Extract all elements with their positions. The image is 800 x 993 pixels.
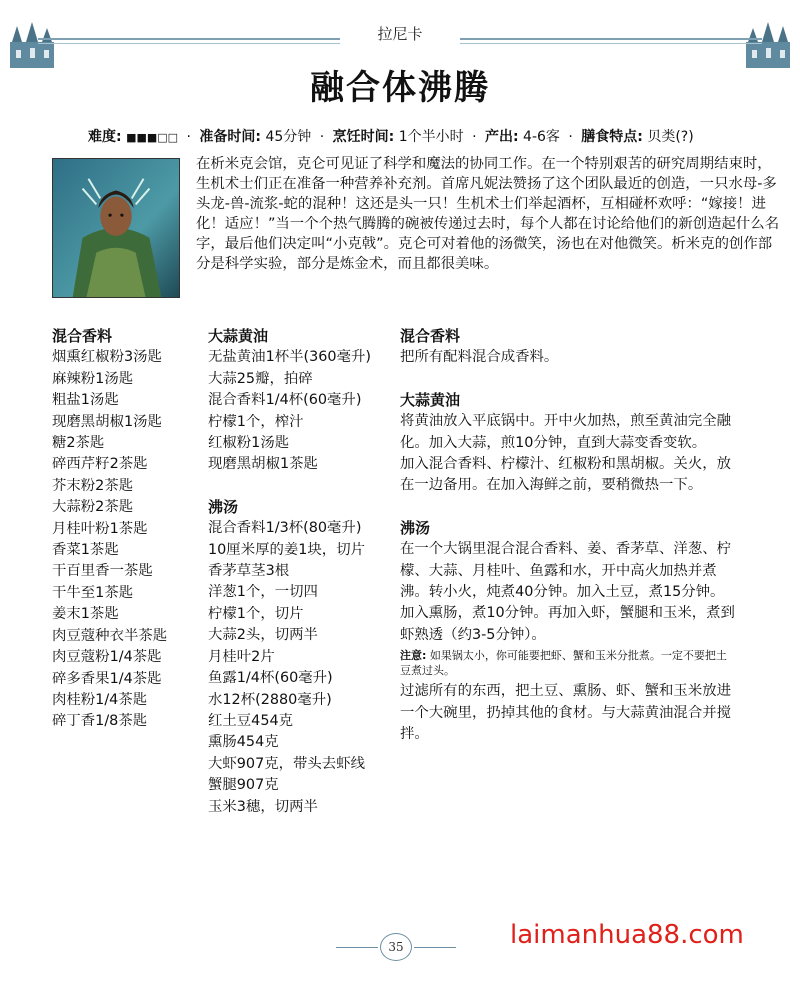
list-item: 柠檬1个，榨汁 (208, 413, 304, 430)
difficulty-label: 难度: (88, 129, 122, 145)
list-item: 水12杯(2880毫升) (208, 691, 332, 708)
list-item: 糖2茶匙 (52, 435, 105, 452)
prep-label: 准备时间: (199, 129, 261, 145)
section-title: 沸汤 (400, 518, 431, 537)
note-label: 注意: (400, 649, 427, 663)
list-item: 柠檬1个，切片 (208, 605, 304, 622)
list-item: 熏肠454克 (208, 734, 279, 751)
list-item: 大蒜2头，切两半 (208, 627, 318, 644)
list-item: 干百里香一茶匙 (52, 563, 153, 580)
diet-label: 膳食特点: (581, 129, 643, 145)
cook-value: 1个半小时 (398, 129, 464, 145)
list-item: 大蒜25瓣，拍碎 (208, 370, 313, 387)
list-item: 混合香料1/4杯(60毫升) (208, 392, 362, 409)
character-portrait (52, 158, 180, 298)
list-item: 麻辣粉1汤匙 (52, 370, 134, 387)
list-item: 芥末粉2茶匙 (52, 477, 134, 494)
recipe-meta: 难度: ■■■□□ · 准备时间: 45分钟 · 烹饪时间: 1个半小时 · 产出: 4-6客 · 膳食特点: 贝类(?) (88, 129, 694, 145)
list-item: 碎多香果1/4茶匙 (52, 670, 162, 687)
list-item: 碎丁香1/8茶匙 (52, 713, 148, 730)
watermark: laimanhua88.com (510, 920, 744, 950)
section-title: 大蒜黄油 (400, 390, 461, 409)
list-item: 大虾907克，带头去虾线 (208, 755, 365, 772)
list-item: 肉豆蔻种衣半茶匙 (52, 627, 168, 644)
list-item: 红土豆454克 (208, 712, 294, 729)
list-item: 香菜1茶匙 (52, 542, 119, 559)
page-title: 融合体沸腾 (310, 68, 490, 108)
intro-paragraph: 在析米克会馆，克仑可见证了科学和魔法的协同工作。在一个特别艰苦的研究周期结束时，生机术士们正在准备一种营养补充剂。首席凡妮法赞扬了这个团队最近的创造，一只水母-多头龙-兽-流浆-蛇的混种！这还是头一只！生机术士们举起酒杯，互相碰杯欢呼：“嫁接！进化！适应！”当一个个热气腾腾的碗被传递过去时，每个人都在讨论给他们的新创造起什么名字，最后他们决定叫“小克戟”。克仑可对着他的汤微笑，汤也在对他微笑。析米克的创作部分是科学实验，部分是炼金术，而且都很美味。 (196, 156, 780, 272)
list-item: 玉米3穗，切两半 (208, 798, 318, 815)
section-title: 混合香料 (400, 327, 461, 345)
list-item: 洋葱1个，一切四 (208, 584, 318, 601)
instruction-text: 过滤所有的东西，把土豆、熏肠、虾、蟹和玉米放进一个大碗里，扔掉其他的食材。与大蒜黄油混合并搅拌。 (400, 683, 731, 743)
note-text: 如果锅太小，你可能要把虾、蟹和玉米分批煮。一定不要把土豆煮过头。 (400, 649, 727, 678)
list-item: 碎西芹籽2茶匙 (52, 456, 148, 473)
page-number: 35 (380, 933, 412, 961)
diet-value: 贝类(?) (647, 129, 694, 145)
list-item: 蟹腿907克 (208, 777, 279, 794)
list-item: 香茅草茎3根 (208, 563, 290, 580)
footer-rule-right (414, 947, 456, 948)
section-title: 沸汤 (208, 497, 239, 516)
instructions-column (400, 326, 735, 746)
list-item: 混合香料1/3杯(80毫升) (208, 520, 362, 537)
list-item: 月桂叶粉1茶匙 (52, 520, 148, 537)
list-item: 肉桂粉1/4茶匙 (52, 691, 148, 708)
list-item: 粗盐1汤匙 (52, 392, 119, 409)
list-item: 烟熏红椒粉3汤匙 (52, 349, 162, 366)
list-item: 现磨黑胡椒1汤匙 (52, 413, 162, 430)
list-item: 鱼露1/4杯(60毫升) (208, 670, 333, 687)
list-item: 肉豆蔻粉1/4茶匙 (52, 649, 162, 666)
chapter-title: 拉尼卡 (340, 22, 460, 46)
list-item: 月桂叶2片 (208, 648, 275, 665)
list-item: 干牛至1茶匙 (52, 584, 134, 601)
instruction-text: 加入混合香料、柠檬汁、红椒粉和黑胡椒。关火，放在一边备用。在加入海鲜之前，要稍微热一下。 (400, 456, 731, 494)
instruction-text: 把所有配料混合成香料。 (400, 349, 559, 366)
list-item: 姜末1茶匙 (52, 606, 119, 623)
ingredients-column-1 (52, 326, 202, 733)
instruction-text: 将黄油放入平底锅中。开中火加热，煎至黄油完全融化。加入大蒜，煎10分钟，直到大蒜变香变软。 (400, 413, 731, 451)
cook-label: 烹饪时间: (332, 129, 395, 145)
section-title: 大蒜黄油 (208, 327, 269, 345)
list-item: 红椒粉1汤匙 (208, 435, 290, 452)
difficulty-value: ■■■□□ (126, 131, 179, 144)
list-item: 大蒜粉2茶匙 (52, 499, 134, 516)
instruction-text: 在一个大锅里混合混合香料、姜、香茅草、洋葱、柠檬、大蒜、月桂叶、鱼露和水，开中高火加热并煮沸。转小火，炖煮40分钟。加入土豆，煮15分钟。加入熏肠，煮10分钟。再加入虾，蟹腿和玉米，煮到虾熟透（约3-5分钟）。 (400, 541, 735, 643)
list-item: 10厘米厚的姜1块，切片 (208, 541, 365, 558)
yield-label: 产出: (484, 129, 519, 145)
note (400, 648, 735, 678)
section-title: 混合香料 (52, 327, 113, 345)
yield-value: 4-6客 (523, 129, 560, 145)
list-item: 现磨黑胡椒1茶匙 (208, 456, 318, 473)
footer-rule-left (336, 947, 378, 948)
prep-value: 45分钟 (265, 129, 312, 145)
ingredients-column-2 (208, 326, 378, 818)
list-item: 无盐黄油1杯半(360毫升) (208, 349, 371, 366)
